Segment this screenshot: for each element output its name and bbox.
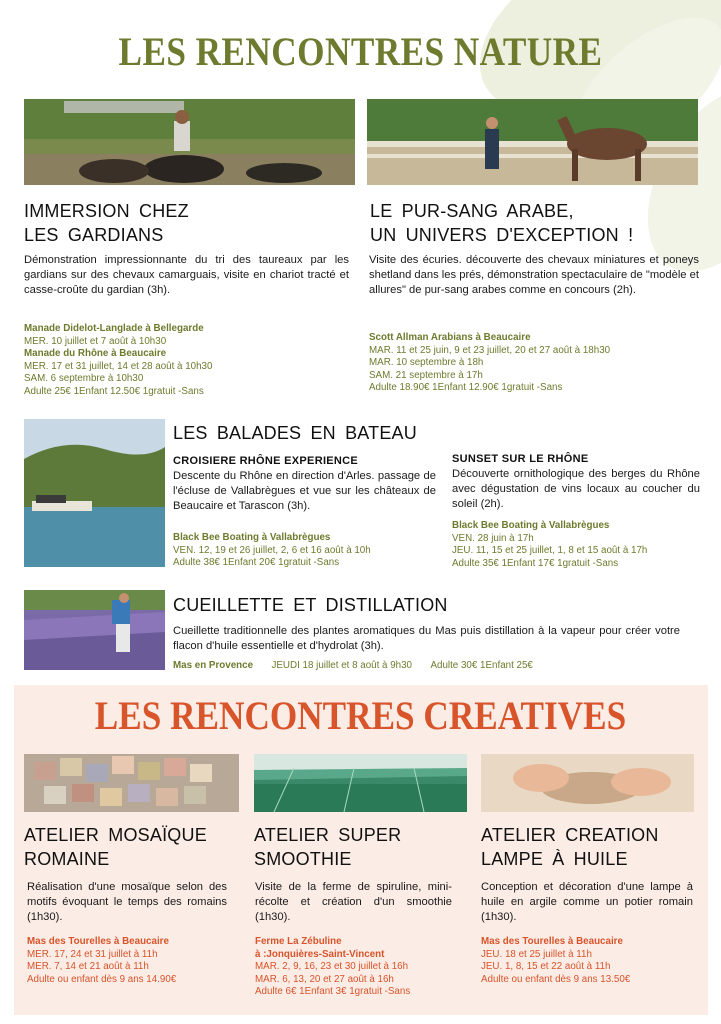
croisiere-title: CROISIERE RHÔNE EXPERIENCE [173, 455, 359, 467]
sunset-schedule-2: JEU. 11, 15 et 25 juillet, 1, 8 et 15 août à 17h [452, 545, 648, 556]
cueillette-price: Adulte 30€ 1Enfant 25€ [430, 660, 533, 671]
cueillette-schedule: JEUDI 18 juillet et 8 août à 9h30 [271, 660, 413, 671]
smoothie-schedule-2: MAR. 6, 13, 20 et 27 août à 16h [255, 973, 394, 985]
croisiere-schedule: VEN. 12, 19 et 26 juillet, 2, 6 et 16 août à 10h [173, 544, 371, 556]
mosaique-schedule-1: MER. 17, 24 et 31 juillet à 11h [27, 948, 158, 960]
gardians-place-2: Manade du Rhône à Beaucaire [24, 348, 167, 359]
sunset-title: SUNSET SUR LE RHÔNE [452, 453, 589, 465]
pursang-price: Adulte 18.90€ 1Enfant 12.90€ 1gratuit -Sans [369, 382, 563, 393]
pursang-place: Scott Allman Arabians à Beaucaire [369, 332, 531, 343]
pursang-info [369, 332, 699, 395]
smoothie-description: Visite de la ferme de spiruline, mini-récolte et création d'un smoothie (1h30). [255, 881, 452, 923]
lavender-photo-image [24, 590, 165, 670]
sunset-price: Adulte 35€ 1Enfant 17€ 1gratuit -Sans [452, 557, 619, 569]
pursang-photo [367, 99, 698, 185]
cueillette-description: Cueillette traditionnelle des plantes aromatiques du Mas puis distillation à la vapeur pour créer votre flacon d'huile essentielle et d'hydrolat (3h). [173, 625, 680, 652]
smoothie-place-2: à :Jonquières-Saint-Vincent [255, 948, 385, 960]
cueillette-place: Mas en Provence [173, 660, 254, 671]
pursang-description: Visite des écuries. découverte des chevaux miniatures et poneys shetland dans les prés, démonstration spectaculaire de "modèle et allures" de pur-sang arabes comme en concours (2h). [369, 254, 699, 296]
croisiere-place: Black Bee Boating à Vallabrègues [173, 532, 331, 543]
gardians-title: IMMERSION CHEZ LES GARDIANS [24, 201, 189, 245]
gardians-photo-image [24, 99, 355, 185]
smoothie-schedule-1: MAR. 2, 9, 16, 23 et 30 juillet à 16h [255, 961, 409, 972]
mosaique-place: Mas des Tourelles à Beaucaire [27, 936, 169, 947]
lampe-photo [481, 754, 694, 812]
lampe-title: ATELIER CREATION LAMPE À HUILE [481, 825, 659, 869]
smoothie-title: ATELIER SUPER SMOOTHIE [254, 825, 402, 869]
gardians-description: Démonstration impressionnante du tri des taureaux par les gardians sur des chevaux camarguais, visite en chariot tracté et casse-croûte du gardian (3h). [24, 254, 349, 296]
sunset-schedule-1: VEN. 28 juin à 17h [452, 532, 534, 544]
gardians-schedule-2: MER. 17 et 31 juillet, 14 et 28 août à 10h30 [24, 360, 213, 372]
pursang-schedule-2: MAR. 10 septembre à 18h [369, 357, 484, 368]
croisiere-info [173, 532, 443, 570]
lampe-price: Adulte ou enfant dès 9 ans 13.50€ [481, 973, 631, 985]
lampe-schedule-1: JEU. 18 et 25 juillet à 11h [481, 948, 592, 960]
croisiere-description: Descente du Rhône en direction d'Arles. passage de l'écluse de Vallabrègues et vue sur les châteaux de Beaucaire et Tarascon (3h). [173, 470, 436, 512]
lampe-description: Conception et décoration d'une lampe à huile en argile comme un potier romain (1h30). [481, 881, 693, 923]
smoothie-place-1: Ferme La Zébuline [255, 936, 342, 947]
croisiere-price: Adulte 38€ 1Enfant 20€ 1gratuit -Sans [173, 557, 340, 568]
creative-section-title: LES RENCONTRES CREATIVES [94, 693, 627, 738]
lampe-info [481, 936, 701, 986]
mosaique-schedule-2: MER. 7, 14 et 21 août à 11h [27, 961, 149, 972]
gardians-photo [24, 99, 355, 185]
mosaique-title: ATELIER MOSAÏQUE ROMAINE [24, 825, 207, 869]
mosaique-info [27, 936, 247, 986]
lampe-place: Mas des Tourelles à Beaucaire [481, 936, 623, 947]
sunset-info [452, 520, 712, 570]
smoothie-price: Adulte 6€ 1Enfant 3€ 1gratuit -Sans [255, 986, 411, 997]
sunset-place: Black Bee Boating à Vallabrègues [452, 520, 610, 531]
balades-title: LES BALADES EN BATEAU [173, 423, 417, 443]
pursang-schedule-1: MAR. 11 et 25 juin, 9 et 23 juillet, 20 et 27 août à 18h30 [369, 344, 611, 356]
lampe-schedule-2: JEU. 1, 8, 15 et 22 août à 11h [481, 961, 611, 972]
cueillette-info [173, 655, 693, 673]
gardians-schedule-1: MER. 10 juillet et 7 août à 10h30 [24, 335, 167, 347]
gardians-schedule-3: SAM. 6 septembre à 10h30 [24, 373, 144, 384]
boat-photo [24, 419, 165, 567]
pursang-schedule-3: SAM. 21 septembre à 17h [369, 369, 483, 381]
mosaique-photo [24, 754, 239, 812]
smoothie-photo [254, 754, 467, 812]
nature-section-title: LES RENCONTRES NATURE [118, 29, 603, 74]
gardians-info [24, 323, 354, 398]
boat-photo-image [24, 419, 165, 567]
lavender-photo [24, 590, 165, 670]
gardians-place-1: Manade Didelot-Langlade à Bellegarde [24, 323, 204, 334]
smoothie-photo-image [254, 754, 467, 812]
mosaique-description: Réalisation d'une mosaïque selon des motifs évoquant le temps des romains (1h30). [27, 881, 227, 923]
lampe-photo-image [481, 754, 694, 812]
sunset-description: Découverte ornithologique des berges du Rhône avec dégustation de vins locaux au coucher du soleil (2h). [452, 468, 700, 510]
mosaique-photo-image [24, 754, 239, 812]
pursang-title: LE PUR-SANG ARABE, UN UNIVERS D'EXCEPTION ! [370, 201, 634, 245]
smoothie-info [255, 936, 475, 999]
mosaique-price: Adulte ou enfant dès 9 ans 14.90€ [27, 973, 177, 985]
pursang-photo-image [367, 99, 698, 185]
gardians-price: Adulte 25€ 1Enfant 12.50€ 1gratuit -Sans [24, 385, 204, 397]
cueillette-title: CUEILLETTE ET DISTILLATION [173, 595, 448, 615]
